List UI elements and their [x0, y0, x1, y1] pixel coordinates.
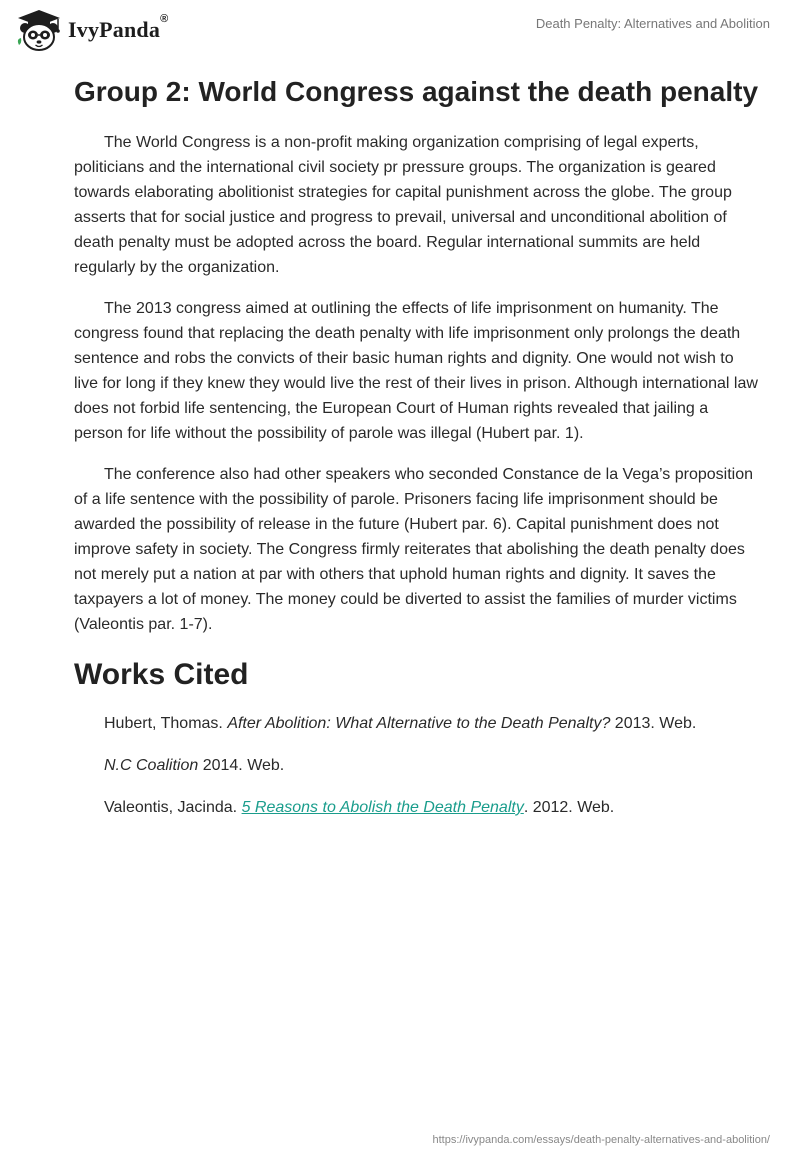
citation-title: N.C Coalition: [104, 757, 199, 774]
works-cited-title: Works Cited: [74, 658, 249, 691]
body-paragraph: The conference also had other speakers who seconded Constance de la Vega’s proposition of a life sentence with the possibility of parole. Prisoners facing life imprisonment should be awarded the possibility of release in the future (Hubert par. 6). Capital punishment does not improve safety in society. The Congress firmly reiterates that abolishing the death penalty does not merely put a nation at par with others that uphold human rights and dignity. It saves the taxpayers a lot of money. The money could be diverted to assist the families of murder victims (Valeontis par. 1-7).: [74, 466, 754, 633]
citation-entry: [74, 753, 760, 778]
citation-author: Hubert, Thomas.: [104, 715, 228, 732]
citation-entry: [74, 711, 760, 736]
essay-content: [74, 72, 760, 837]
footer-url[interactable]: https://ivypanda.com/essays/death-penalty-alternatives-and-abolition/: [432, 1134, 770, 1146]
body-paragraph: The World Congress is a non-profit making organization comprising of legal experts, politicians and the international civil society pr pressure groups. The organization is geared towards elaborating abolitionist strategies for capital punishment across the globe. The group asserts that for social justice and progress to prevail, universal and unconditional abolition of death penalty must be adopted across the board. Regular international summits are held regularly by the organization.: [74, 134, 732, 276]
brand-name: IvyPanda®: [68, 13, 169, 42]
citation-title: After Abolition: What Alternative to the Death Penalty?: [227, 715, 611, 732]
citation-details: 2013. Web.: [610, 715, 697, 732]
citation-entry: [74, 795, 760, 820]
citation-details: 2014. Web.: [198, 757, 285, 774]
citation-details: . 2012. Web.: [523, 799, 615, 816]
section-title: Group 2: World Congress against the death penalty: [74, 76, 759, 107]
page-header: [14, 6, 770, 56]
citation-author: Valeontis, Jacinda.: [104, 799, 242, 816]
panda-logo-icon: [14, 8, 64, 52]
logo[interactable]: [14, 8, 168, 52]
body-paragraph: The 2013 congress aimed at outlining the effects of life imprisonment on humanity. The congress found that replacing the death penalty with life imprisonment only prolongs the death sentence and robs the convicts of their basic human rights and dignity. One would not wish to live for long if they knew they would live the rest of their lives in prison. Although international law does not forbid life sentencing, the European Court of Human rights revealed that jailing a person for life without the possibility of parole was illegal (Hubert par. 1).: [74, 300, 758, 442]
citation-link[interactable]: 5 Reasons to Abolish the Death Penalty: [241, 799, 524, 816]
running-title: Death Penalty: Alternatives and Abolition: [535, 16, 770, 31]
